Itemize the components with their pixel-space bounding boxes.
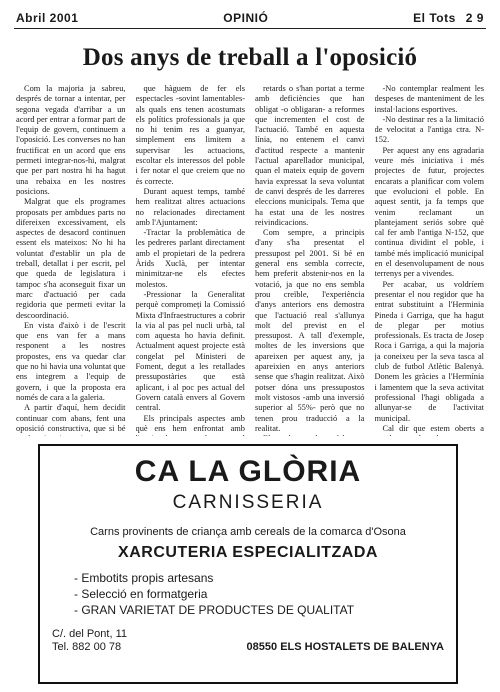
article-body xyxy=(16,84,484,436)
ad-item: - Selecció en formatgeria xyxy=(74,586,444,602)
column-4-paragraphs xyxy=(375,84,485,436)
header-rule xyxy=(14,28,486,29)
article-paragraph: retards o s'han portat a terme amb deficiències que han obligat -o obligaran- a reformes que incrementen el cost de l'actuació. També en aquesta línia, no entenem el canvi d'actitud respecte a mantenir l'actual aparellador municipal, quan el mateix equip de govern havia expressat la seva voluntat de canvi després de les darreres eleccions municipals. Tema que ha estat una de les nostres reivindicacions. xyxy=(255,84,365,227)
article-paragraph: En vista d'això i de l'escrit que ens van fer a mans responent a les nostres propostes, ens va quedar clar que no hi havia una voluntat que ens integrem a l'equip de govern, i que la proposta era només de cara a la galeria. xyxy=(16,320,126,402)
article-column-1 xyxy=(16,84,126,436)
article-headline: Dos anys de treball a l'oposició xyxy=(82,44,418,71)
article-paragraph: Com la majoria ja sabreu, després de tornar a intentar, per segona vegada d'arribar a un acord per entrar a formar part de l'equip de govern, continuem a l'oposició. Les converses no han fructificat en un acord que ens permeti integrar-nos-hi, malgrat que per part nostra hi ha hagut una rebaixa en les nostres posicions. xyxy=(16,84,126,196)
ad-xarcuteria: XARCUTERIA ESPECIALITZADA xyxy=(118,544,378,561)
article-paragraph: Per acabar, us voldríem presentar el nou regidor que ha entrat substituint a l'Herminia Pineda i Garriga, que ha hagut de plegar per motius professionals. Es tracta de Josep Roca i Garriga, a qui la majoria ja coneixeu per la seva tasca al club de futbol Atlètic Balenyà. Donem les gràcies a l'Hermínia i lamentem que la seva activitat professional l'hagi obligada a allunyar-se de l'activitat municipal. xyxy=(374,279,484,423)
article-paragraph: A partir d'aquí, hem decidit continuar com abans, fent una oposició constructiva, que si bé xyxy=(16,403,126,433)
ad-phone: Tel. 882 00 78 xyxy=(52,641,122,653)
article-paragraph: -No destinar res a la limitació de velocitat a l'antiga ctra. N-152. xyxy=(374,114,484,145)
ad-tagline: Carns provinents de criança amb cereals de la comarca d'Osona xyxy=(90,526,406,538)
ad-item-list xyxy=(74,570,444,618)
page-header xyxy=(16,8,484,28)
article-paragraph: -Tractar la problemàtica de les pedreres parlant directament amb el propietari de la pedrera Àrids Xuclà, per intentar minimitzar-ne els efectes molestos. xyxy=(135,228,245,289)
header-right xyxy=(413,11,484,25)
article-paragraph: Malgrat que els programes proposats per ambdues parts no difereixen excessivament, els aspectes de desacord continuen essent els mateixos: No hi ha voluntat d'establir un pla de treball, detallat i per escrit, pel que queda de legislatura i tampoc s'ha aconseguit fixar un marc d'actuació per cada regidoria que permeti evitar la descoordinació. xyxy=(16,197,126,320)
section-name: OPINIÓ xyxy=(223,11,269,25)
advertisement-box xyxy=(38,444,458,684)
article-paragraph: Cal dir que estem oberts a xyxy=(382,423,484,433)
article-paragraph: Durant aquest temps, també hem realitzat altres actuacions no relacionades directament amb l'Ajuntament: xyxy=(135,186,245,227)
ad-address: C/. del Pont, 11 xyxy=(52,628,128,640)
article-column-2 xyxy=(136,84,246,436)
article-paragraph xyxy=(255,434,365,436)
ad-subtitle: CARNISSERIA xyxy=(172,492,324,513)
ad-location: 08550 ELS HOSTALETS DE BALENYA xyxy=(246,641,444,653)
ad-contact xyxy=(52,628,127,654)
article-paragraph: -No contemplar realment les despeses de manteniment de les instal·lacions esportives. xyxy=(374,84,484,114)
article-column-4 xyxy=(375,84,485,436)
article-paragraph: Per aquest any ens agradaria veure més iniciativa i més projectes de futur, projectes encarats a planificar com volem que evolucioni el poble. En aquest sentit, ja fa temps que venim reclamant un plantejament seriós sobre què cal fer amb l'antiga N-152, que continua dividint el poble, i també més implicació municipal en el desenvolupament de nous terrenys per a vivendes. xyxy=(374,145,484,279)
article-paragraph: que hàguem de fer els espectacles -sovint lamentables- als quals ens tenen acostumats els polítics professionals ja que no hi tenim res a guanyar, simplement ens limitem a supervisar les actuacions, escoltar els interessos del poble i fer notar el que creiem que no és correcte. xyxy=(135,84,245,186)
ad-item: - GRAN VARIETAT DE PRODUCTES DE QUALITAT xyxy=(74,602,444,618)
issue-date: Abril 2001 xyxy=(16,11,79,25)
page-number: 2 9 xyxy=(465,11,484,25)
article-paragraph: -Pressionar la Generalitat perquè compromeți la Comissió Mixta d'Infraestructures a cobrir la via al pas pel nucli urbà, tal com aquesta ho havia definit. Actualment aquest projecte està congelat pel Ministeri de Foment, degut a les retallades pressupostàries que està aplicant, i al poc pes actual del Govern català envers al Govern central. xyxy=(135,289,245,413)
article-paragraph: Els principals aspectes amb què ens hem enfrontat amb xyxy=(135,413,245,433)
article-column-3 xyxy=(255,84,365,436)
article-paragraph: Com sempre, a principis d'any s'ha presentat el pressupost pel 2001. Si bé en general ens sembla correcte, hem preferit abstenir-nos en la votació, ja que no ens sembla prou creïble, l'experiència d'anys anteriors ens demostra que l'actuació real s'allunya molt del previst en el pressupost. A tall d'exemple, moltes de les inversions que apareixen per aquest any, ja apareixien en anys anteriors sense que s'hagin realitzat. Això potser dóna uns pressupostos molt vistosos -amb una inversió superior al 55%- però que no tenen prou traducció a la realitat. xyxy=(255,228,365,433)
publication-name: El Tots xyxy=(413,11,456,25)
ad-footer xyxy=(52,628,444,654)
ad-item: - Embotits propis artesans xyxy=(74,570,444,586)
ad-business-name: CA LA GLÒRIA xyxy=(134,455,362,488)
